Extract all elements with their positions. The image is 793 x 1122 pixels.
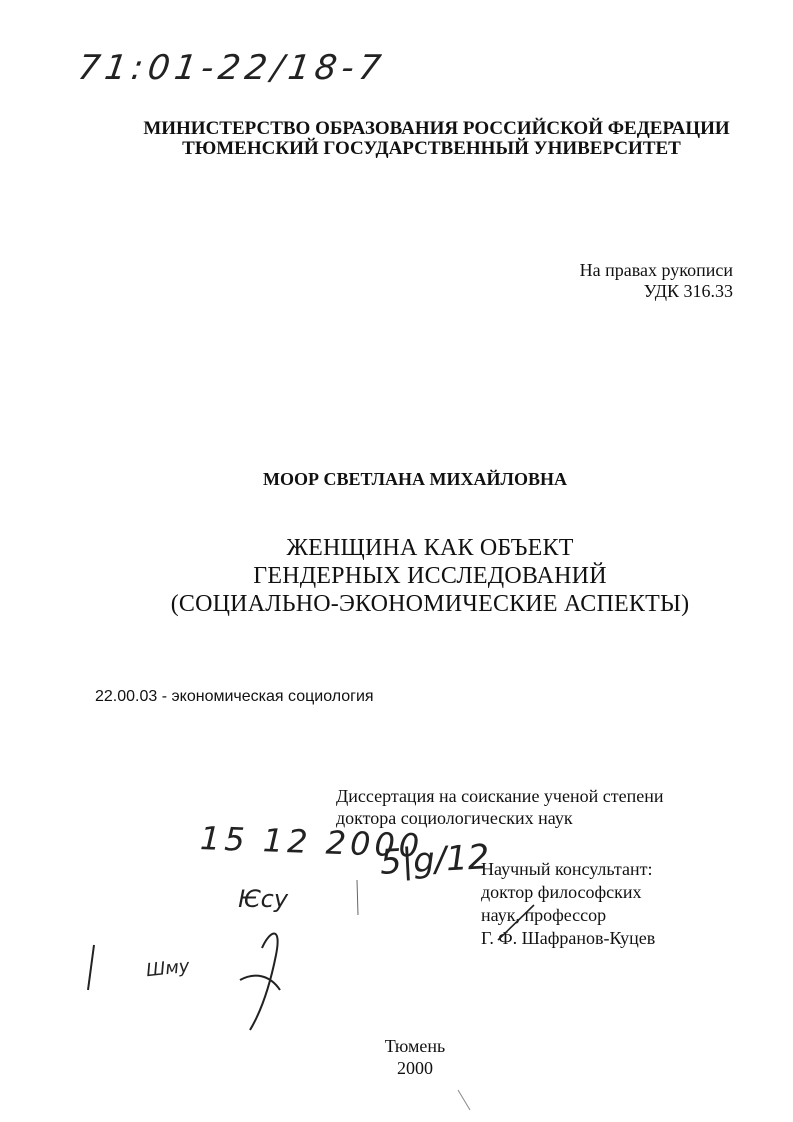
bottom-scratch (458, 1090, 470, 1110)
consultant-name: Г. Ф. Шафранов-Куцев (481, 928, 656, 948)
degree-line-1: Диссертация на соискание ученой степени (336, 786, 664, 806)
author-name: МООР СВЕТЛАНА МИХАЙЛОВНА (263, 469, 567, 489)
specialty-code: 22.00.03 - экономическая социология (95, 688, 374, 705)
handwritten-initials: Ѥсу (238, 885, 289, 913)
university-heading: ТЮМЕНСКИЙ ГОСУДАРСТВЕННЫЙ УНИВЕРСИТЕТ (182, 138, 681, 159)
title-line-3: (СОЦИАЛЬНО-ЭКОНОМИЧЕСКИЕ АСПЕКТЫ) (170, 591, 690, 617)
signature-stroke-large (240, 933, 280, 1030)
signature-stroke-left (88, 945, 94, 990)
footer-year: 2000 (397, 1058, 433, 1078)
footer (0, 1035, 793, 1079)
manuscript-block (540, 260, 733, 302)
margin-mark (357, 880, 358, 915)
manuscript-rights: На правах рукописи (579, 260, 733, 280)
consultant-label: Научный консультант: (481, 859, 653, 879)
handwritten-date: 15 12 2000 (199, 819, 424, 865)
handwritten-number: 5|g/12 (379, 837, 491, 883)
consultant-degree-1: доктор философских (481, 882, 642, 902)
ministry-heading: МИНИСТЕРСТВО ОБРАЗОВАНИЯ РОССИЙСКОЙ ФЕДЕРАЦИИ (143, 118, 730, 139)
scientific-consultant (481, 858, 655, 950)
degree-line-2: доктора социологических наук (336, 808, 573, 828)
archive-code-handwritten: 71:01-22/18-7 (75, 48, 389, 88)
footer-city: Тюмень (384, 1036, 446, 1056)
udc-code: УДК 316.33 (643, 281, 733, 301)
degree-statement (336, 785, 663, 829)
title-line-2: ГЕНДЕРНЫХ ИССЛЕДОВАНИЙ (253, 563, 607, 589)
dissertation-title (0, 534, 793, 618)
title-line-1: ЖЕНЩИНА КАК ОБЪЕКТ (286, 535, 574, 561)
consultant-degree-2: наук, профессор (481, 905, 607, 925)
handwritten-signature: Шму (145, 955, 191, 982)
